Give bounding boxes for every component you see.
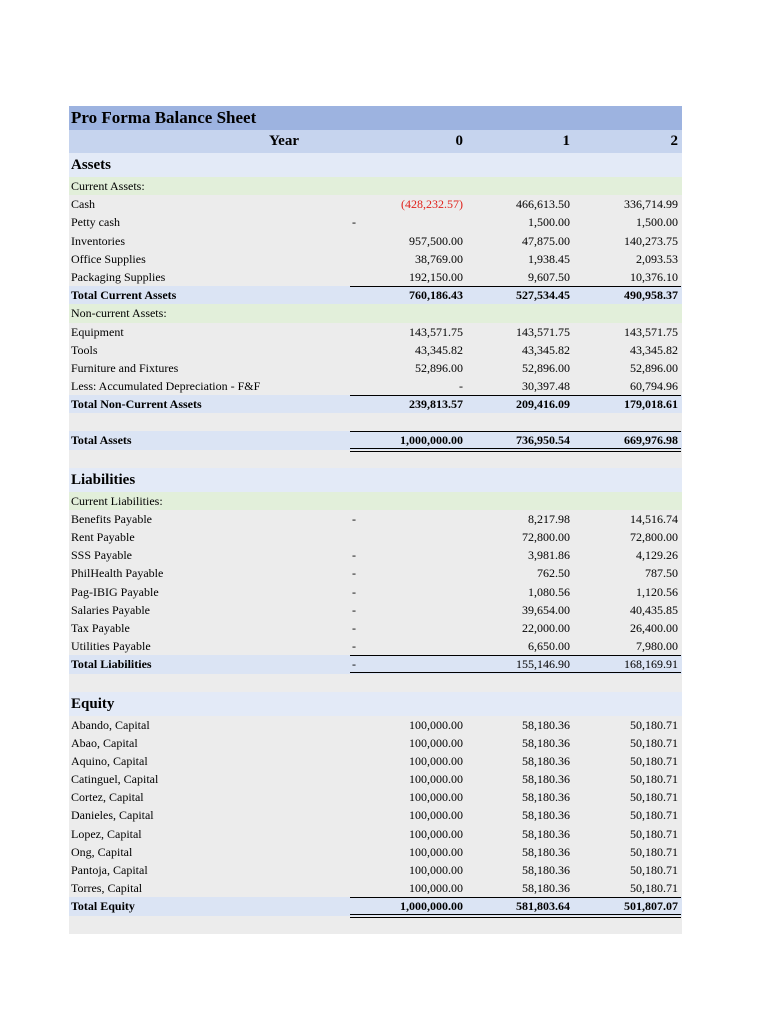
value-year-1: 1,080.56 <box>528 584 570 599</box>
sheet-title: Pro Forma Balance Sheet <box>71 108 257 127</box>
value-year-2: 50,180.71 <box>630 753 678 768</box>
row-label: Inventories <box>71 233 125 248</box>
table-row <box>69 232 682 250</box>
value-year-0: 1,000,000.00 <box>400 899 463 914</box>
table-row <box>69 323 682 341</box>
table-row <box>69 341 682 359</box>
value-year-1: 209,416.09 <box>516 397 570 412</box>
double-underline <box>571 914 681 918</box>
row-label: Less: Accumulated Depreciation - F&F <box>71 379 261 394</box>
row-label: Tax Payable <box>71 620 130 635</box>
row-dash: - <box>352 548 356 563</box>
value-year-1: 1,938.45 <box>528 251 570 266</box>
value-year-1: 155,146.90 <box>516 657 570 672</box>
row-label: Packaging Supplies <box>71 269 166 284</box>
value-year-0: 143,571.75 <box>409 324 463 339</box>
row-dash: - <box>352 584 356 599</box>
value-year-0: - <box>459 379 463 394</box>
value-year-2: 143,571.75 <box>624 324 678 339</box>
double-underline <box>350 448 464 452</box>
row-label: Petty cash <box>71 215 120 230</box>
table-row <box>69 601 682 619</box>
row-label: Salaries Payable <box>71 602 150 617</box>
row-label: Abando, Capital <box>71 717 150 732</box>
row-dash: - <box>352 639 356 654</box>
year-label: Year <box>269 133 299 149</box>
liabilities-heading-row <box>69 468 682 492</box>
total-equity-row <box>69 897 682 915</box>
table-row <box>69 770 682 788</box>
assets-heading: Assets <box>71 157 111 173</box>
value-year-2: 72,800.00 <box>630 530 678 544</box>
row-label: Total Non-Current Assets <box>71 397 202 412</box>
table-row <box>69 619 682 637</box>
value-year-0: 239,813.57 <box>409 397 463 412</box>
value-year-1: 736,950.54 <box>516 433 570 448</box>
table-row <box>69 806 682 824</box>
value-year-2: 168,169.91 <box>624 657 678 672</box>
table-row <box>69 528 682 546</box>
value-year-1: 58,180.36 <box>522 753 570 768</box>
value-year-2: 4,129.26 <box>636 548 678 563</box>
total-liabilities-row <box>69 655 682 673</box>
underline <box>350 655 464 656</box>
row-label: Equipment <box>71 324 124 339</box>
cash-year-0-negative: (428,232.57) <box>401 197 463 212</box>
table-row <box>69 879 682 897</box>
value-year-2: 14,516.74 <box>630 511 678 526</box>
table-row <box>69 195 682 213</box>
table-row <box>69 861 682 879</box>
value-year-0: 100,000.00 <box>409 863 463 877</box>
row-label: Benefits Payable <box>71 511 152 526</box>
value-year-2: 50,180.71 <box>630 772 678 787</box>
total-assets-row <box>69 431 682 449</box>
value-year-1: 581,803.64 <box>516 899 570 914</box>
value-year-2: 501,807.07 <box>624 899 678 914</box>
table-row <box>69 843 682 861</box>
value-year-2: 26,400.00 <box>630 620 678 635</box>
row-dash: - <box>352 602 356 617</box>
table-row <box>69 825 682 843</box>
value-year-2: 50,180.71 <box>630 844 678 859</box>
value-year-1: 58,180.36 <box>522 790 570 805</box>
value-year-2: 490,958.37 <box>624 288 678 303</box>
value-year-1: 72,800.00 <box>522 530 570 544</box>
row-label: Furniture and Fixtures <box>71 360 179 375</box>
row-label: Office Supplies <box>71 251 146 266</box>
double-underline <box>464 914 571 918</box>
value-year-0: 38,769.00 <box>415 251 463 266</box>
balance-sheet <box>69 106 682 934</box>
row-label: Ong, Capital <box>71 844 133 859</box>
row-label: Cash <box>71 197 95 212</box>
double-underline <box>464 448 571 452</box>
underline <box>571 672 681 673</box>
value-year-2: 10,376.10 <box>630 269 678 284</box>
total-current-assets-row <box>69 286 682 304</box>
value-year-1: 52,896.00 <box>522 360 570 375</box>
value-year-1: 58,180.36 <box>522 717 570 732</box>
value-year-2: 7,980.00 <box>636 639 678 654</box>
underline <box>350 672 464 673</box>
row-label: Abao, Capital <box>71 735 138 750</box>
row-label: Pag-IBIG Payable <box>71 584 159 599</box>
current-assets-heading: Current Assets: <box>71 179 145 193</box>
value-year-2: 50,180.71 <box>630 881 678 896</box>
table-row <box>69 213 682 231</box>
value-year-2: 43,345.82 <box>630 342 678 357</box>
row-dash: - <box>352 620 356 635</box>
value-year-2: 1,120.56 <box>636 584 678 599</box>
value-year-2: 50,180.71 <box>630 863 678 877</box>
table-row <box>69 788 682 806</box>
row-label: SSS Payable <box>71 548 133 563</box>
value-year-0: 100,000.00 <box>409 844 463 859</box>
value-year-1: 58,180.36 <box>522 826 570 841</box>
value-year-1: 39,654.00 <box>522 602 570 617</box>
value-year-2: 140,273.75 <box>624 233 678 248</box>
equity-heading: Equity <box>71 695 115 712</box>
table-row <box>69 583 682 601</box>
value-year-0: 100,000.00 <box>409 881 463 896</box>
table-row <box>69 564 682 582</box>
value-year-2: 336,714.99 <box>624 197 678 212</box>
row-dash: - <box>352 657 356 672</box>
value-year-2: 52,896.00 <box>630 360 678 375</box>
value-year-0: 192,150.00 <box>409 269 463 284</box>
row-label: Total Liabilities <box>71 657 152 672</box>
value-year-1: 466,613.50 <box>516 197 570 212</box>
value-year-1: 58,180.36 <box>522 735 570 750</box>
table-row <box>69 510 682 528</box>
sheet-title-row <box>69 106 682 130</box>
row-label: Pantoja, Capital <box>71 863 148 877</box>
row-dash: - <box>352 566 356 581</box>
value-year-0: 100,000.00 <box>409 790 463 805</box>
noncurrent-assets-heading: Non-current Assets: <box>71 306 167 321</box>
value-year-2: 50,180.71 <box>630 826 678 841</box>
value-year-1: 1,500.00 <box>528 215 570 230</box>
value-year-0: 43,345.82 <box>415 342 463 357</box>
total-noncurrent-assets-row <box>69 395 682 413</box>
value-year-1: 47,875.00 <box>522 233 570 248</box>
spacer <box>69 674 682 692</box>
row-label: Total Equity <box>71 899 135 914</box>
current-assets-heading-row <box>69 177 682 195</box>
row-label: Lopez, Capital <box>71 826 142 841</box>
table-row <box>69 546 682 564</box>
row-dash: - <box>352 511 356 526</box>
table-row <box>69 734 682 752</box>
assets-heading-row <box>69 153 682 177</box>
value-year-1: 527,534.45 <box>516 288 570 303</box>
value-year-1: 8,217.98 <box>528 511 570 526</box>
value-year-2: 1,500.00 <box>636 215 678 230</box>
underline <box>464 672 571 673</box>
row-label: Danieles, Capital <box>71 808 154 823</box>
row-label: Cortez, Capital <box>71 790 144 805</box>
value-year-2: 787.50 <box>645 566 678 581</box>
year-header-row <box>69 130 682 153</box>
value-year-0: 52,896.00 <box>415 360 463 375</box>
row-label: Rent Payable <box>71 530 135 544</box>
value-year-2: 50,180.71 <box>630 808 678 823</box>
value-year-0: 100,000.00 <box>409 772 463 787</box>
row-label: Utilities Payable <box>71 639 151 654</box>
year-0: 0 <box>455 133 463 149</box>
value-year-2: 50,180.71 <box>630 717 678 732</box>
value-year-1: 3,981.86 <box>528 548 570 563</box>
value-year-1: 43,345.82 <box>522 342 570 357</box>
table-row <box>69 637 682 655</box>
value-year-1: 762.50 <box>537 566 570 581</box>
value-year-1: 30,397.48 <box>522 379 570 394</box>
row-label: Torres, Capital <box>71 881 143 896</box>
row-label: Total Current Assets <box>71 288 177 303</box>
table-row <box>69 377 682 395</box>
double-underline <box>350 914 464 918</box>
noncurrent-assets-heading-row <box>69 304 682 322</box>
row-dash: - <box>352 215 356 230</box>
table-row <box>69 716 682 734</box>
row-label: Aquino, Capital <box>71 753 148 768</box>
value-year-2: 50,180.71 <box>630 790 678 805</box>
value-year-2: 179,018.61 <box>624 397 678 412</box>
value-year-2: 40,435.85 <box>630 602 678 617</box>
value-year-0: 100,000.00 <box>409 735 463 750</box>
year-1: 1 <box>562 133 570 149</box>
value-year-1: 58,180.36 <box>522 881 570 896</box>
row-label: Catinguel, Capital <box>71 772 159 787</box>
value-year-1: 22,000.00 <box>522 620 570 635</box>
value-year-1: 58,180.36 <box>522 844 570 859</box>
current-liabilities-heading: Current Liabilities: <box>71 493 163 508</box>
value-year-2: 669,976.98 <box>624 433 678 448</box>
value-year-2: 2,093.53 <box>636 251 678 266</box>
spacer <box>69 413 682 431</box>
value-year-1: 58,180.36 <box>522 808 570 823</box>
value-year-2: 50,180.71 <box>630 735 678 750</box>
table-row <box>69 250 682 268</box>
value-year-0: 100,000.00 <box>409 753 463 768</box>
value-year-0: 957,500.00 <box>409 233 463 248</box>
table-row <box>69 268 682 286</box>
equity-heading-row <box>69 692 682 716</box>
row-label: PhilHealth Payable <box>71 566 164 581</box>
current-liabilities-heading-row <box>69 492 682 510</box>
double-underline <box>571 448 681 452</box>
value-year-0: 1,000,000.00 <box>400 433 463 448</box>
row-label: Tools <box>71 342 98 357</box>
table-row <box>69 359 682 377</box>
value-year-0: 100,000.00 <box>409 808 463 823</box>
value-year-1: 143,571.75 <box>516 324 570 339</box>
value-year-0: 100,000.00 <box>409 717 463 732</box>
value-year-1: 6,650.00 <box>528 639 570 654</box>
value-year-0: 100,000.00 <box>409 826 463 841</box>
value-year-2: 60,794.96 <box>630 379 678 394</box>
table-row <box>69 752 682 770</box>
value-year-0: 760,186.43 <box>409 288 463 303</box>
value-year-1: 9,607.50 <box>528 269 570 284</box>
year-2: 2 <box>670 133 678 149</box>
liabilities-heading: Liabilities <box>71 471 136 488</box>
value-year-1: 58,180.36 <box>522 863 570 877</box>
value-year-1: 58,180.36 <box>522 772 570 787</box>
row-label: Total Assets <box>71 433 132 448</box>
